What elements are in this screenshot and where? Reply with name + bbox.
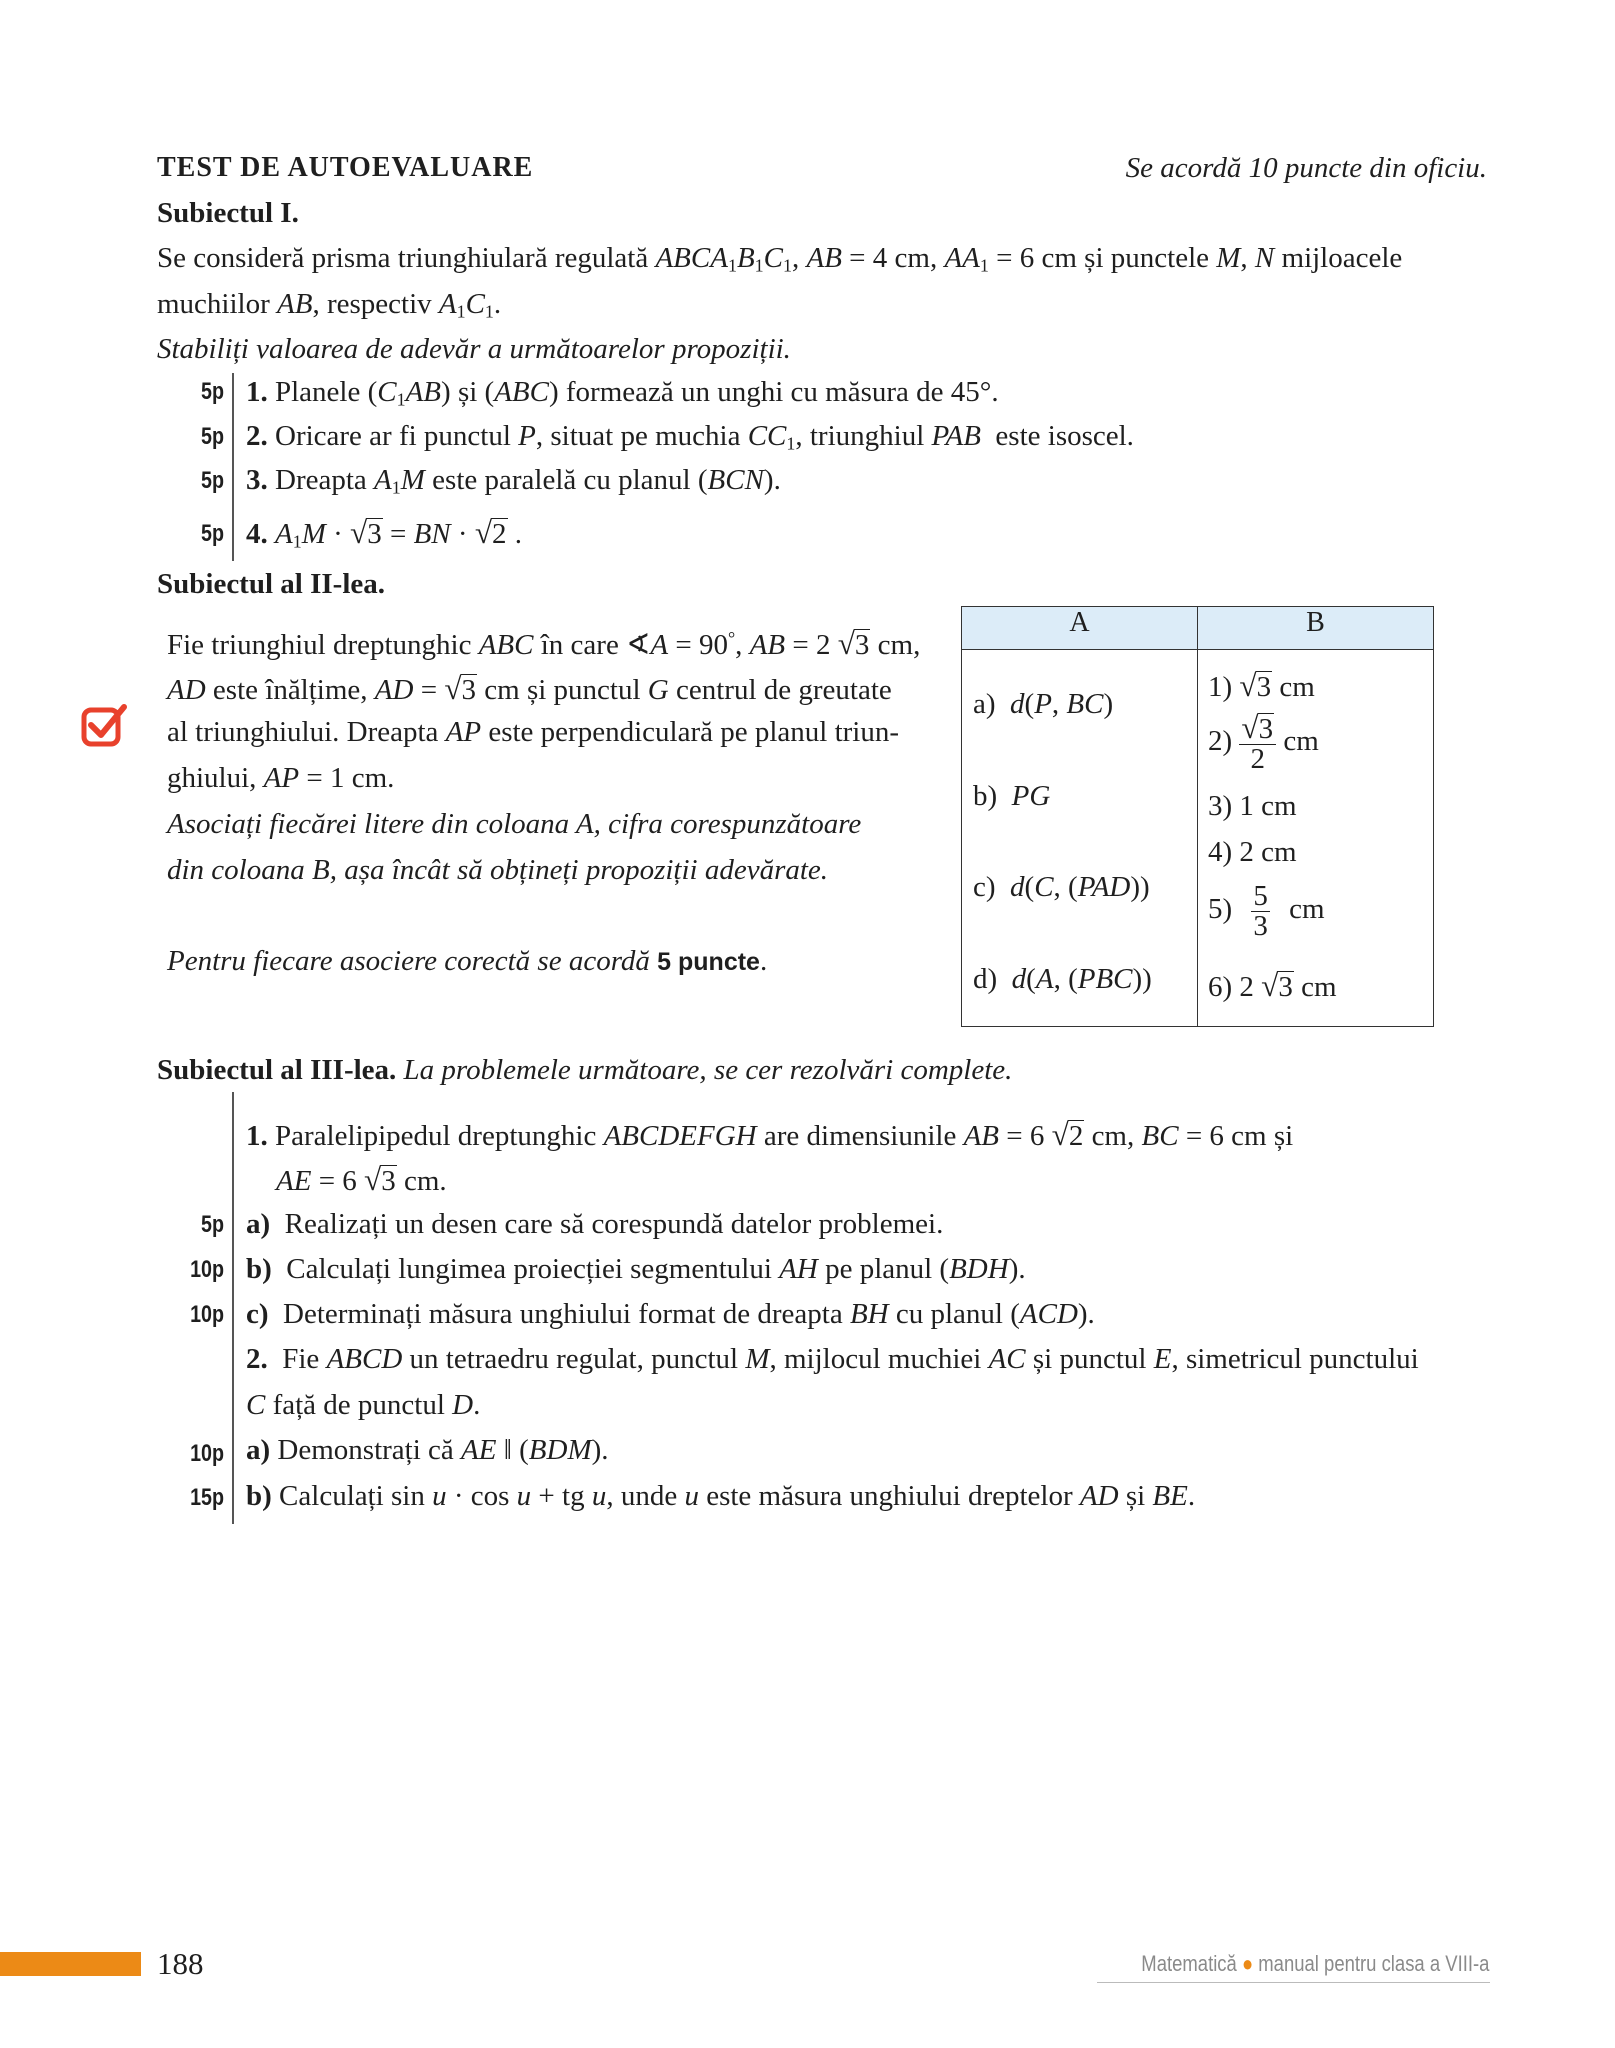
s1-item-2: 2. Oricare ar fi punctul P, situat pe muchia $CC_1$, triunghiul PAB este isoscel. [246,420,1134,454]
section-1-statement: Se consideră prisma triunghiulară regulată $ABCA_1B_1C_1$, AB = 4 cm, $AA_1 = 6$ cm și punctele M, N mijloacele [157,242,1403,276]
section-1-instruction: Stabiliți valoarea de adevăr a următoarelor propoziții. [157,333,791,365]
item-points: 5p [201,1211,224,1238]
option-5: 5) $\frac{5}{3}$ cm [1208,880,1325,942]
item-points: 15p [190,1484,224,1511]
section-1-statement-cont: muchiilor AB, respectiv $A_1C_1$. [157,288,502,322]
s2-instruction-2: din coloana B, așa încât să obțineți propoziții adevărate. [167,854,829,886]
s1-item-4: 4. $A_1M \cdot √3$ = BN · √2 . [246,515,523,552]
option-a: a) d(P, BC) [973,688,1114,720]
column-b-cell [1198,650,1434,1027]
option-c: c) d(C, (PAD)) [973,871,1150,903]
s3-problem-1: 1. Paralelipipedul dreptunghic ABCDEFGH are dimensiunile AB = 6 √2 cm, BC = 6 cm și [246,1117,1294,1152]
s2-problem-line-2: AD este înălțime, AD = √3 cm și punctul G centrul de greutate [167,671,892,706]
item-points: 5p [201,520,224,547]
footer-accent-bar [0,1952,141,1976]
option-2: 2) $\frac{√3}{2}$ cm [1208,710,1319,776]
section-2-heading: Subiectul al II-lea. [157,568,385,600]
bullet-dot: ● [1241,1951,1253,1976]
option-4: 4) 2 cm [1208,836,1297,868]
section-3-margin-rule [232,1092,234,1524]
s3-problem-2-cont: C față de punctul D. [246,1389,481,1421]
s2-instruction-1: Asociați fiecărei litere din coloana A, cifra corespunzătoare [167,808,862,840]
s3-problem-1-cont: AE = 6 √3 cm. [276,1162,447,1197]
s3-problem-1c: c) Determinați măsura unghiului format de dreapta BH cu planul (ACD). [246,1298,1095,1330]
s2-scoring: Pentru fiecare asociere corectă se acordă 5 puncte. [167,945,768,977]
checkbox-check-icon [80,701,130,751]
matching-table [961,606,1434,1027]
item-points: 10p [190,1301,224,1328]
item-number: 4. [246,518,268,550]
section-3-heading: Subiectul al III-lea. La problemele următoare, se cer rezolvări complete. [157,1054,1013,1086]
page-number: 188 [157,1946,204,1981]
s2-problem-line-4: ghiului, AP = 1 cm. [167,762,395,794]
item-points: 10p [190,1440,224,1467]
item-points: 5p [201,423,224,450]
item-points: 10p [190,1256,224,1283]
option-1: 1) √3 cm [1208,668,1315,703]
column-a-cell [962,650,1198,1027]
test-title: TEST DE AUTOEVALUARE [157,152,534,183]
footer-rule [1097,1982,1490,1983]
s3-problem-2b: b) Calculați sin u · cos u + tg u, unde u este măsura unghiului dreptelor AD și BE. [246,1480,1196,1512]
book-title: Matematică ● manual pentru clasa a VIII-a [1140,1951,1489,1976]
option-3: 3) 1 cm [1208,790,1297,822]
bonus-points-note: Se acordă 10 puncte din oficiu. [1125,152,1487,184]
scoring-points: 5 puncte [657,948,760,976]
s3-problem-1b: b) Calculați lungimea proiecției segmentului AH pe planul (BDH). [246,1253,1026,1285]
item-number: 3. [246,464,268,496]
section-1-heading: Subiectul I. [157,197,299,229]
option-6: 6) 2 √3 cm [1208,968,1337,1003]
item-points: 5p [201,378,224,405]
option-b: b) PG [973,780,1051,812]
option-d: d) d(A, (PBC)) [973,963,1152,995]
s3-problem-2: 2. Fie ABCD un tetraedru regulat, punctul M, mijlocul muchiei AC și punctul E, simetricul punctului [246,1343,1419,1375]
s2-problem-line-1: Fie triunghiul dreptunghic ABC în care ∢A = 90°, AB = 2 √3 cm, [167,626,921,661]
column-b-header: B [1198,607,1434,650]
s1-item-3: 3. Dreapta $A_1M$ este paralelă cu planul (BCN). [246,464,781,498]
s1-item-1: 1. Planele $(C_1AB)$ și (ABC) formează un unghi cu măsura de 45°. [246,376,999,410]
section-1-margin-rule [232,373,234,561]
item-number: 1. [246,376,268,408]
column-a-header: A [962,607,1198,650]
s3-problem-1a: a) Realizați un desen care să corespundă datelor problemei. [246,1208,944,1240]
item-number: 2. [246,420,268,452]
item-points: 5p [201,467,224,494]
s3-problem-2a: a) Demonstrați că AE ‖ (BDM). [246,1434,609,1466]
s2-problem-line-3: al triunghiului. Dreapta AP este perpendiculară pe planul triun- [167,716,900,748]
